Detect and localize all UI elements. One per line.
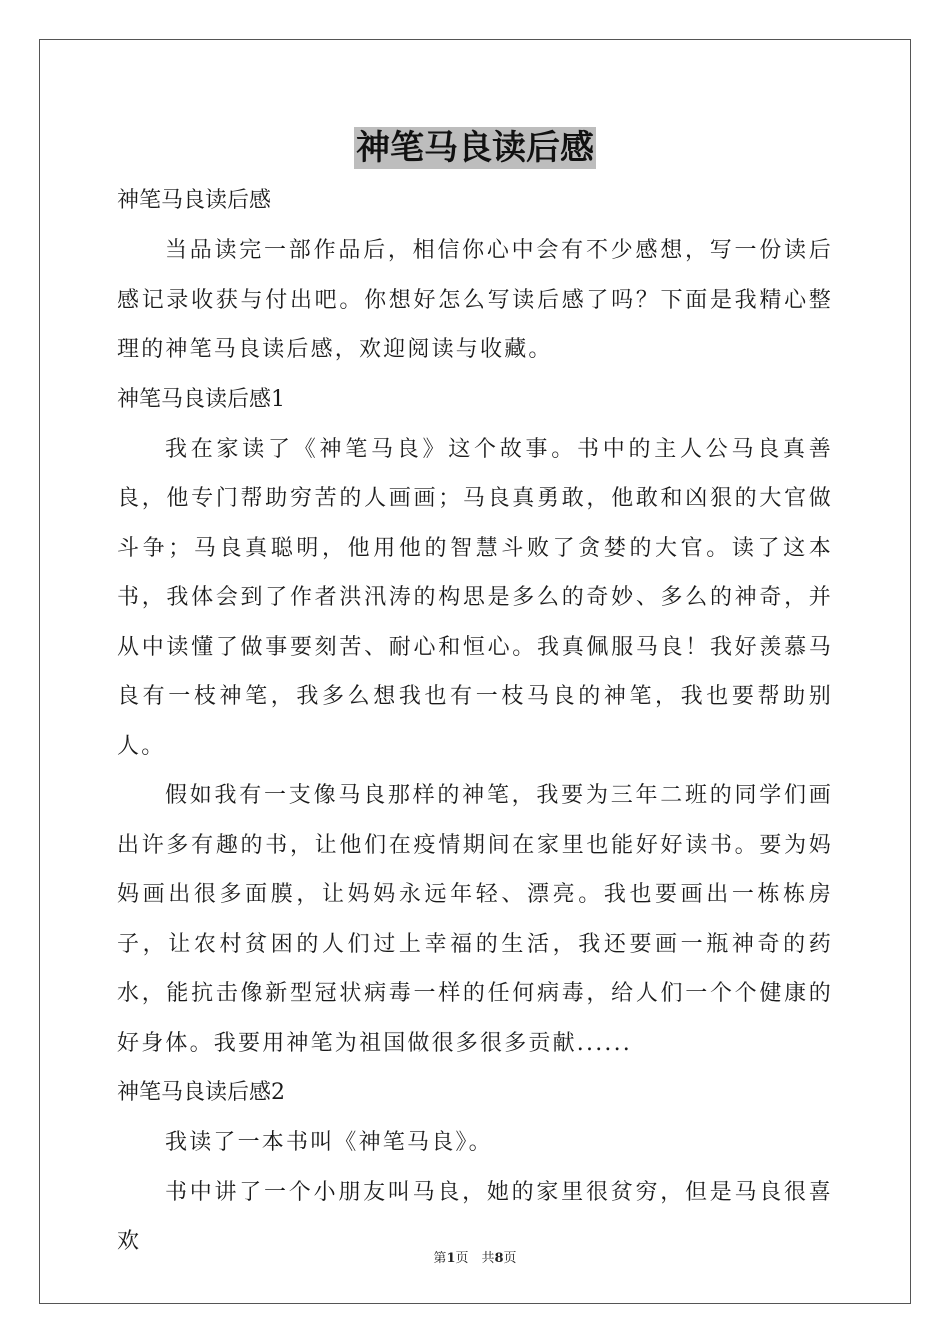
section2-paragraph-1: 我读了一本书叫《神笔马良》。 (165, 1130, 493, 1155)
page-footer (0, 1247, 950, 1266)
section-heading-1: 神笔马良读后感1 (117, 386, 285, 412)
intro-paragraph: 当品读完一部作品后，相信你心中会有不少感想，写一份读后感记录收获与付出吧。你想好怎么写读后感了吗？下面是我精心整理的神笔马良读后感，欢迎阅读与收藏。 (117, 238, 833, 362)
subtitle: 神笔马良读后感 (117, 188, 272, 213)
page-total: 8 (494, 1251, 504, 1266)
section1-paragraph-1: 我在家读了《神笔马良》这个故事。书中的主人公马良真善良，他专门帮助穷苦的人画画；马良真勇敢，他敢和凶狠的大官做斗争；马良真聪明，他用他的智慧斗败了贪婪的大官。读了这本书，我体会到了作者洪汛涛的构思是多么的奇妙、多么的神奇，并从中读懂了做事要刻苦、耐心和恒心。我真佩服马良！我好羡慕马良有一枝神笔，我多么想我也有一枝马良的神笔，我也要帮助别人。 (117, 436, 833, 759)
section1-paragraph-2: 假如我有一支像马良那样的神笔，我要为三年二班的同学们画出许多有趣的书，让他们在疫情期间在家里也能好好读书。要为妈妈画出很多面膜，让妈妈永远年轻、漂亮。我也要画出一栋栋房子，让农村贫困的人们过上幸福的生活，我还要画一瓶神奇的药水，能抗击像新型冠状病毒一样的任何病毒，给人们一个个健康的好身体。我要用神笔为祖国做很多很多贡献...... (117, 783, 833, 1056)
section-heading-2: 神笔马良读后感2 (117, 1080, 285, 1105)
page-suffix: 页 (503, 1251, 517, 1266)
document-body (117, 176, 833, 1267)
section2-paragraph-2: 书中讲了一个小朋友叫马良，她的家里很贫穷，但是马良很喜欢 (117, 1179, 833, 1254)
document-title: 神笔马良读后感 (356, 128, 594, 168)
page-current: 1 (446, 1251, 456, 1266)
page-mid: 页 共 (455, 1251, 495, 1266)
page-prefix: 第 (433, 1251, 447, 1266)
title-container (0, 127, 950, 169)
